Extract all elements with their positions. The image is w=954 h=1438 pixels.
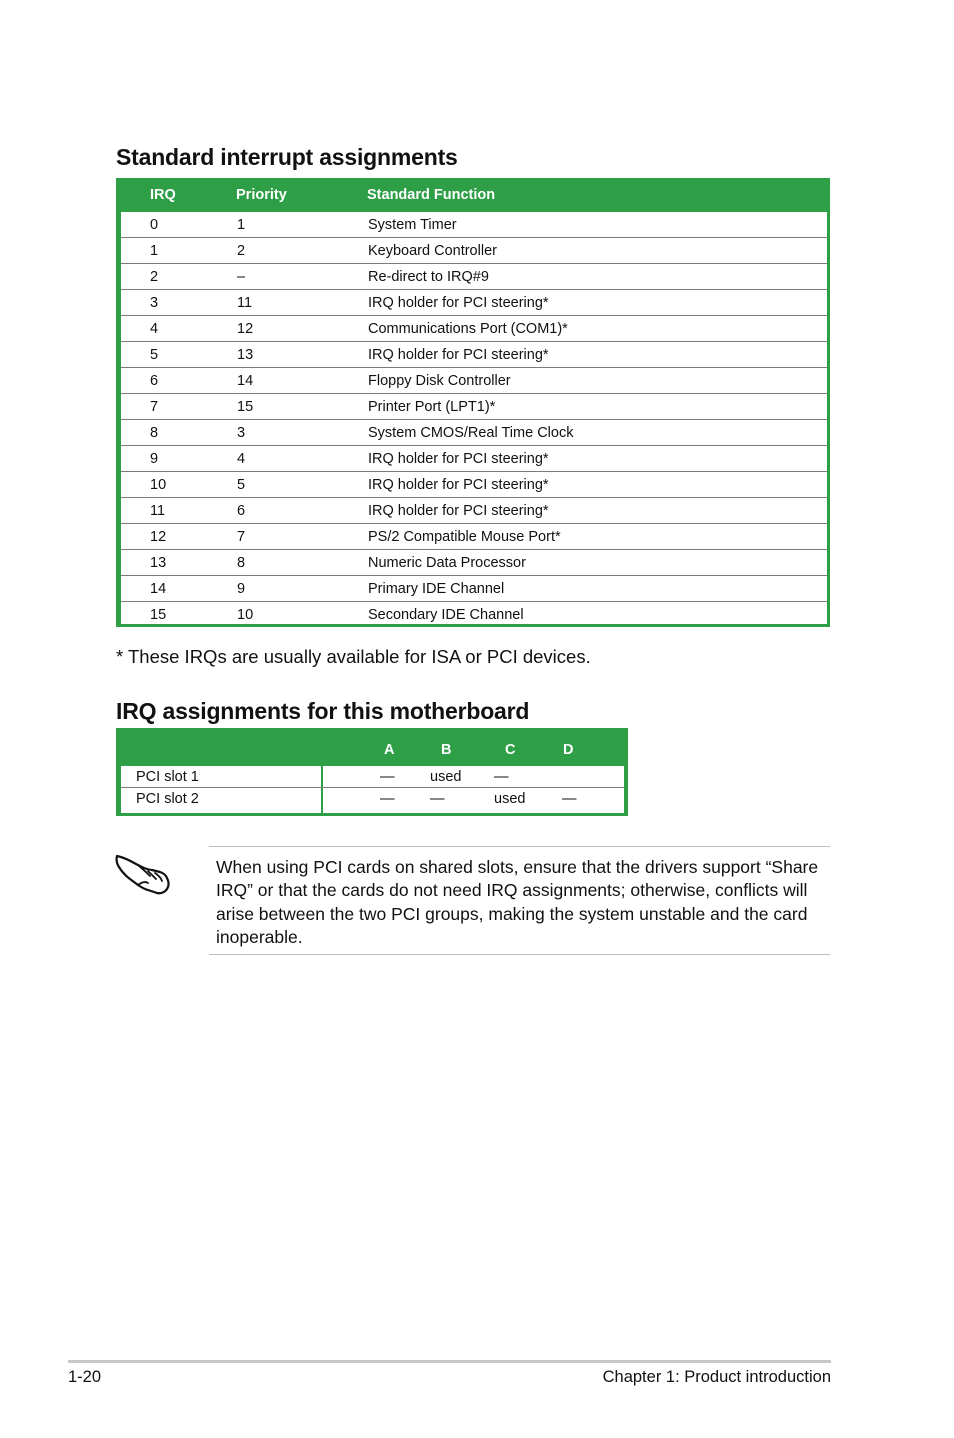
table-row	[121, 290, 827, 316]
table-row	[121, 342, 827, 368]
function-cell: Keyboard Controller	[368, 243, 497, 259]
table-row	[121, 788, 624, 810]
irq-assignments-title: IRQ assignments for this motherboard	[116, 698, 530, 724]
cell-c: used	[494, 791, 526, 807]
cell-b: —	[430, 791, 445, 807]
header-c: C	[505, 742, 516, 758]
priority-cell: 2	[237, 243, 246, 259]
priority-cell: 15	[237, 399, 254, 415]
priority-cell: 1	[237, 217, 246, 233]
function-cell: PS/2 Compatible Mouse Port*	[368, 529, 561, 545]
function-cell: Floppy Disk Controller	[368, 373, 511, 389]
priority-cell: 14	[237, 373, 254, 389]
standard-interrupt-table	[116, 178, 830, 627]
irq-cell: 0	[150, 217, 159, 233]
irq-cell: 11	[150, 503, 166, 519]
irq-cell: 4	[150, 321, 159, 337]
table-row	[121, 264, 827, 290]
note-box	[209, 846, 830, 955]
irq-cell: 15	[150, 607, 167, 623]
function-cell: Re-direct to IRQ#9	[368, 269, 489, 285]
standard-table-header	[116, 178, 830, 212]
function-cell: IRQ holder for PCI steering*	[368, 347, 549, 363]
slot-label: PCI slot 1	[136, 769, 199, 785]
irq-cell: 14	[150, 581, 167, 597]
irq-cell: 9	[150, 451, 159, 467]
function-cell: Printer Port (LPT1)*	[368, 399, 496, 415]
irq-cell: 2	[150, 269, 159, 285]
header-standard-function: Standard Function	[367, 187, 496, 203]
cell-b: used	[430, 769, 462, 785]
page-number: 1-20	[68, 1368, 102, 1386]
hand-pointer-icon	[114, 848, 174, 896]
priority-cell: 12	[237, 321, 254, 337]
cell-c: —	[494, 769, 509, 785]
irq-cell: 5	[150, 347, 159, 363]
irq-cell: 10	[150, 477, 167, 493]
standard-interrupt-title: Standard interrupt assignments	[116, 144, 458, 170]
header-priority: Priority	[236, 187, 287, 203]
table-row	[121, 550, 827, 576]
irq-table-body	[121, 766, 624, 813]
table-row	[121, 576, 827, 602]
cell-a: —	[380, 769, 395, 785]
function-cell: Primary IDE Channel	[368, 581, 505, 597]
function-cell: IRQ holder for PCI steering*	[368, 477, 549, 493]
header-a: A	[384, 742, 395, 758]
standard-table-body	[121, 212, 827, 624]
slot-label: PCI slot 2	[136, 791, 199, 807]
irq-assignments-table	[116, 728, 628, 816]
footer-divider	[68, 1360, 831, 1363]
priority-cell: 13	[237, 347, 254, 363]
function-cell: System Timer	[368, 217, 457, 233]
priority-cell: 6	[237, 503, 246, 519]
irq-cell: 6	[150, 373, 159, 389]
irq-footnote: * These IRQs are usually available for ISA or PCI devices.	[116, 646, 591, 667]
priority-cell: 8	[237, 555, 246, 571]
irq-cell: 3	[150, 295, 159, 311]
table-row	[121, 524, 827, 550]
function-cell: IRQ holder for PCI steering*	[368, 503, 549, 519]
table-row	[121, 472, 827, 498]
function-cell: IRQ holder for PCI steering*	[368, 295, 549, 311]
table-row	[121, 446, 827, 472]
table-row	[121, 420, 827, 446]
table-row	[121, 498, 827, 524]
irq-cell: 7	[150, 399, 159, 415]
priority-cell: 9	[237, 581, 246, 597]
header-b: B	[441, 742, 452, 758]
table-row	[121, 394, 827, 420]
priority-cell: –	[237, 269, 246, 285]
priority-cell: 4	[237, 451, 246, 467]
function-cell: Numeric Data Processor	[368, 555, 526, 571]
irq-table-header	[116, 728, 628, 766]
function-cell: Communications Port (COM1)*	[368, 321, 568, 337]
priority-cell: 3	[237, 425, 246, 441]
table-row	[121, 316, 827, 342]
table-row	[121, 212, 827, 238]
function-cell: System CMOS/Real Time Clock	[368, 425, 574, 441]
irq-cell: 12	[150, 529, 167, 545]
function-cell: IRQ holder for PCI steering*	[368, 451, 549, 467]
irq-cell: 13	[150, 555, 167, 571]
table-row	[121, 602, 827, 628]
function-cell: Secondary IDE Channel	[368, 607, 524, 623]
cell-a: —	[380, 791, 395, 807]
table-row	[121, 238, 827, 264]
chapter-title: Chapter 1: Product introduction	[602, 1368, 831, 1386]
priority-cell: 5	[237, 477, 246, 493]
irq-cell: 8	[150, 425, 159, 441]
irq-cell: 1	[150, 243, 159, 259]
table-row	[121, 368, 827, 394]
priority-cell: 11	[237, 295, 253, 311]
note-text: When using PCI cards on shared slots, ensure that the drivers support “Share IRQ” or that the cards do not need IRQ assignments; otherwise, conflicts will arise between the two PCI groups, making the system unstable and the card inoperable.	[216, 857, 819, 947]
cell-d: —	[562, 791, 577, 807]
header-irq: IRQ	[150, 187, 176, 203]
header-d: D	[563, 742, 574, 758]
table-row	[121, 766, 624, 788]
priority-cell: 7	[237, 529, 246, 545]
priority-cell: 10	[237, 607, 254, 623]
